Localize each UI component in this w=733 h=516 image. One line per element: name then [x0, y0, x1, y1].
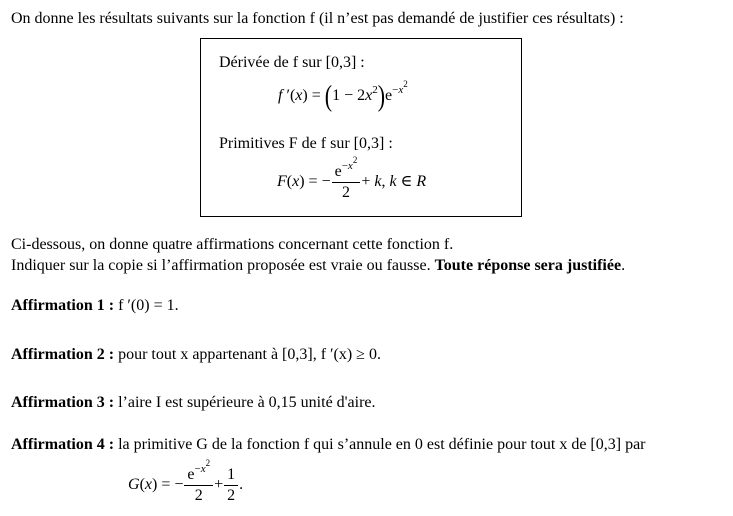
- derivative-heading: Dérivée de f sur [0,3] :: [219, 54, 365, 71]
- intro-text: On donne les résultats suivants sur la fonction f (il n’est pas demandé de justifier ces résultats) :: [11, 10, 624, 27]
- primitives-formula: F(x) = − $\frac{e^{-x^2}}{2}$ + k, k ∈ R: [277, 155, 427, 201]
- derivative-formula: f $'(x) = (1 - 2x^2)e^{-x^2}$: [278, 78, 408, 113]
- affirmation-3-text: l’aire I est supérieure à 0,15 unité d'aire.: [118, 394, 376, 411]
- affirmation-1: [11, 297, 179, 315]
- affirmation-2-label: Affirmation 2 :: [11, 346, 115, 363]
- affirmation-2-text: pour tout x appartenant à [0,3], f ′(x) ≥ 0.: [118, 346, 381, 363]
- instructions-end: .: [621, 257, 626, 274]
- instructions-normal: Indiquer sur la copie si l’affirmation proposée est vraie ou fausse.: [11, 257, 431, 274]
- affirmation-4-text: la primitive G de la fonction f qui s’annule en 0 est définie pour tout x de [0,3] par: [118, 436, 646, 453]
- affirmation-4: [11, 436, 646, 454]
- affirmation-4-label: Affirmation 4 :: [11, 436, 115, 453]
- affirmation-3: [11, 394, 376, 412]
- affirmation-3-label: Affirmation 3 :: [11, 394, 115, 411]
- affirmation-2: [11, 346, 381, 364]
- g-formula: G(x) = − $\frac{e^{-x^2}}{2}$ + $\frac{1}{2}$ .: [128, 458, 244, 504]
- primitives-heading: Primitives F de f sur [0,3] :: [219, 135, 393, 152]
- affirmation-1-text: f ′(0) = 1.: [118, 297, 179, 314]
- instructions-line1: Ci-dessous, on donne quatre affirmations concernant cette fonction f.: [11, 236, 454, 253]
- instructions-line2: [11, 257, 625, 275]
- instructions-bold: Toute réponse sera justifiée: [434, 257, 622, 274]
- affirmation-1-label: Affirmation 1 :: [11, 297, 115, 314]
